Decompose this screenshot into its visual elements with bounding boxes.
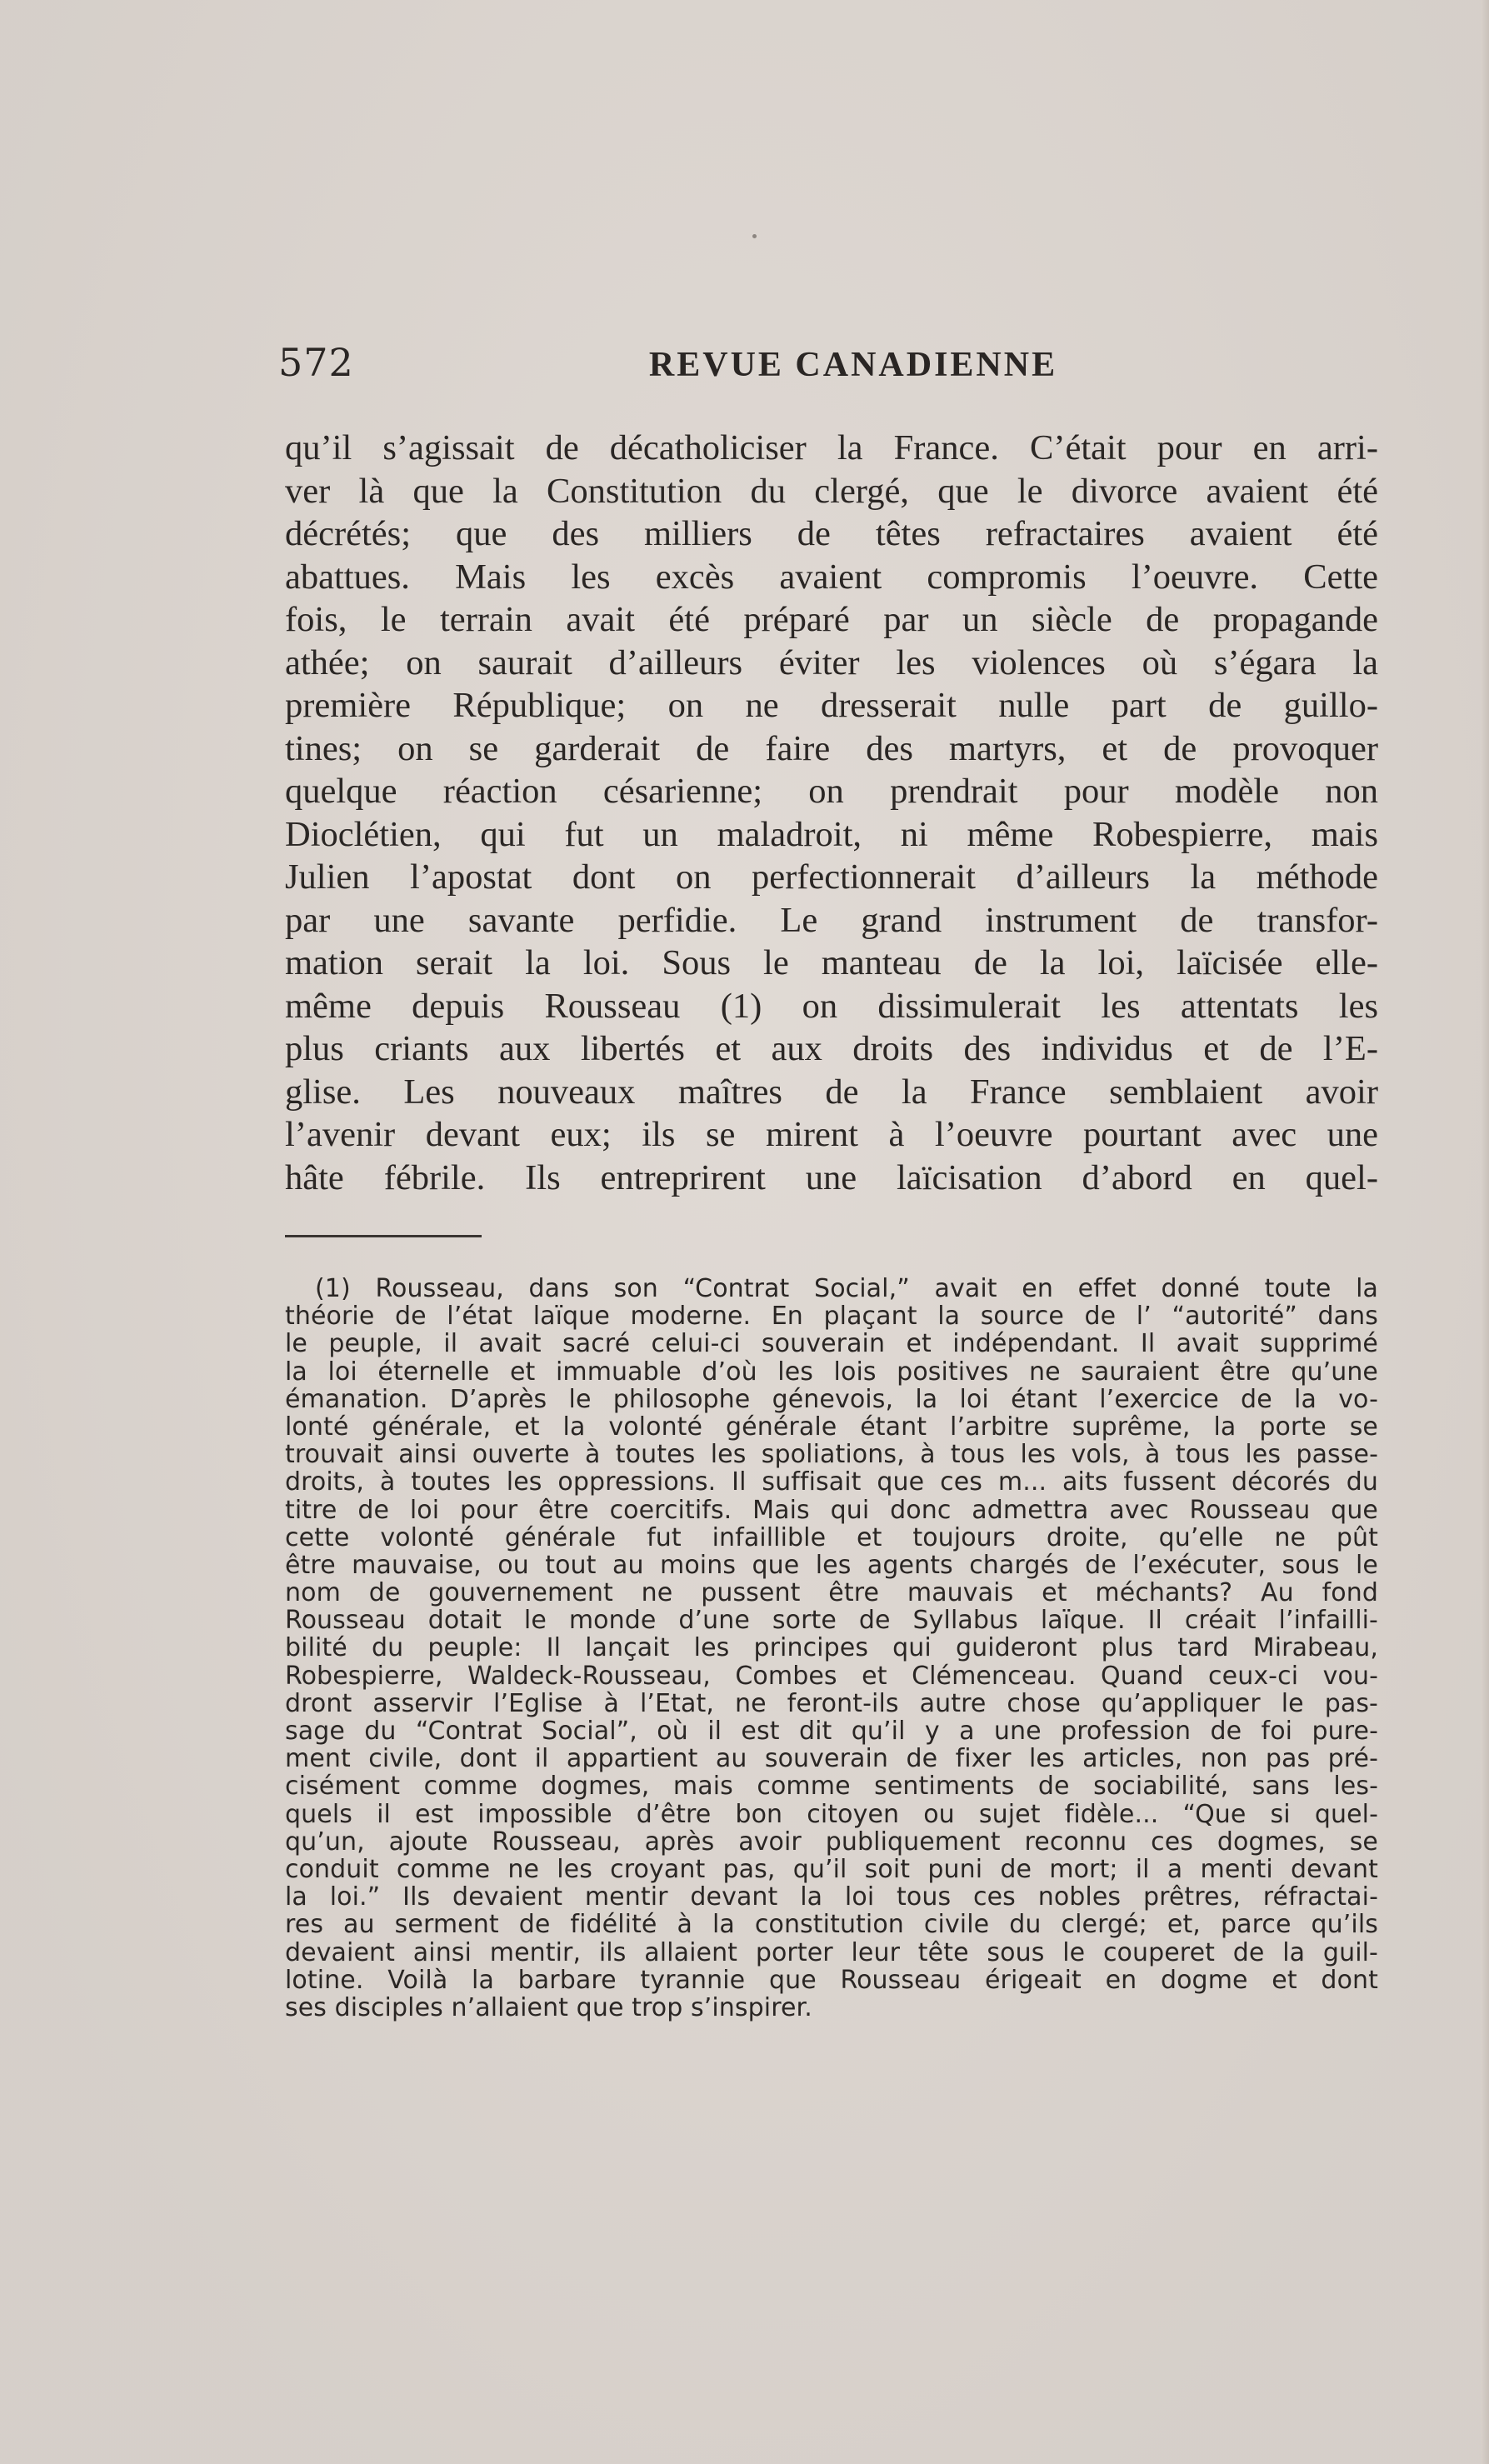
footnote-line: la loi éternelle et immuable d’où les lois positives ne sauraient être qu’une <box>285 1357 1378 1387</box>
text-line: mation serait la loi. Sous le manteau de la loi, laïcisée elle- <box>285 943 1378 982</box>
footnote-line: sage du “Contrat Social”, où il est dit qu’il y a une profession de foi pure- <box>285 1717 1378 1746</box>
text-line: l’avenir devant eux; ils se mirent à l’oeuvre pourtant avec une <box>285 1115 1378 1154</box>
text-line: qu’il s’agissait de décatholiciser la France. C’était pour en arri- <box>285 428 1378 467</box>
footnote-line: trouvait ainsi ouverte à toutes les spoliations, à tous les vols, à tous les passe- <box>285 1440 1378 1470</box>
footnote-block <box>285 1275 1378 2022</box>
footnote-line: bilité du peuple: Il lançait les principes qui guideront plus tard Mirabeau, <box>285 1633 1378 1663</box>
text-line: décrétés; que des milliers de têtes refractaires avaient été <box>285 514 1378 553</box>
footnote-line: lotine. Voilà la barbare tyrannie que Rousseau érigeait en dogme et dont <box>285 1965 1378 1995</box>
footnote-line: devaient ainsi mentir, ils allaient porter leur tête sous le couperet de la guil- <box>285 1937 1378 1967</box>
page-edge-shadow <box>1481 0 1489 2464</box>
footnote-line: dront asservir l’Eglise à l’Etat, ne feront-ils autre chose qu’appliquer le pas- <box>285 1688 1378 1718</box>
text-line: glise. Les nouveaux maîtres de la France semblaient avoir <box>285 1072 1378 1112</box>
text-line: première République; on ne dresserait nulle part de guillo- <box>285 686 1378 725</box>
footnote-line: droits, à toutes les oppressions. Il suffisait que ces m... aits fussent décorés du <box>285 1467 1378 1497</box>
footnote-line: ment civile, dont il appartient au souverain de fixer les articles, non pas pré- <box>285 1744 1378 1774</box>
text-line: Julien l’apostat dont on perfectionnerait d’ailleurs la méthode <box>285 857 1378 897</box>
text-line: athée; on saurait d’ailleurs éviter les violences où s’égara la <box>285 642 1378 682</box>
text-line: plus criants aux libertés et aux droits des individus et de l’E- <box>285 1029 1378 1068</box>
footnote-line: conduit comme ne les croyant pas, qu’il soit puni de mort; il a menti devant <box>285 1854 1378 1884</box>
text-line: ver là que la Constitution du clergé, que le divorce avaient été <box>285 471 1378 511</box>
footnote-line: cisément comme dogmes, mais comme sentiments de sociabilité, sans les- <box>285 1772 1378 1802</box>
paper-speck <box>752 234 757 238</box>
page-number: 572 <box>278 340 354 385</box>
running-title: REVUE CANADIENNE <box>648 346 1058 384</box>
text-line: par une savante perfidie. Le grand instrument de transfor- <box>285 900 1378 940</box>
footnote-line: le peuple, il avait sacré celui-ci souverain et indépendant. Il avait supprimé <box>285 1329 1378 1359</box>
footnote-line: la loi.” Ils devaient mentir devant la loi tous ces nobles prêtres, réfractai- <box>285 1882 1378 1912</box>
footnote-line: (1) Rousseau, dans son “Contrat Social,” avait en effet donné toute la <box>315 1274 1378 1303</box>
text-line: même depuis Rousseau (1) on dissimulerait les attentats les <box>285 986 1378 1026</box>
footnote-line: res au serment de fidélité à la constitution civile du clergé; et, parce qu’ils <box>285 1910 1378 1940</box>
footnote-line: nom de gouvernement ne pussent être mauvais et méchants? Au fond <box>285 1578 1378 1608</box>
footnote-line: émanation. D’après le philosophe génevois, la loi étant l’exercice de la vo- <box>285 1384 1378 1414</box>
footnote-line: Robespierre, Waldeck-Rousseau, Combes et Clémenceau. Quand ceux-ci vou- <box>285 1661 1378 1691</box>
text-line: hâte fébrile. Ils entreprirent une laïcisation d’abord en quel- <box>285 1157 1378 1197</box>
footnote-line: cette volonté générale fut infaillible et toujours droite, qu’elle ne pût <box>285 1522 1378 1552</box>
footnote-line: ses disciples n’allaient que trop s’inspirer. <box>285 1992 812 2022</box>
text-line: fois, le terrain avait été préparé par un siècle de propagande <box>285 600 1378 639</box>
footnote-line: titre de loi pour être coercitifs. Mais qui donc admettra avec Rousseau que <box>285 1495 1378 1525</box>
page-header <box>278 340 1378 398</box>
text-line: Dioclétien, qui fut un maladroit, ni même Robespierre, mais <box>285 814 1378 854</box>
footnote-separator-rule <box>285 1235 482 1237</box>
text-line: quelque réaction césarienne; on prendrait pour modèle non <box>285 772 1378 811</box>
footnote-line: Rousseau dotait le monde d’une sorte de Syllabus laïque. Il créait l’infailli- <box>285 1606 1378 1636</box>
footnote-line: qu’un, ajoute Rousseau, après avoir publiquement reconnu ces dogmes, se <box>285 1827 1378 1857</box>
footnote-line: quels il est impossible d’être bon citoyen ou sujet fidèle... “Que si quel- <box>285 1799 1378 1829</box>
main-text-block <box>285 427 1378 1199</box>
footnote-line: lonté générale, et la volonté générale étant l’arbitre suprême, la porte se <box>285 1412 1378 1442</box>
text-line: tines; on se garderait de faire des martyrs, et de provoquer <box>285 728 1378 768</box>
footnote-line: théorie de l’état laïque moderne. En plaçant la source de l’ “autorité” dans <box>285 1302 1378 1332</box>
footnote-line: être mauvaise, ou tout au moins que les agents chargés de l’exécuter, sous le <box>285 1550 1378 1580</box>
text-line: abattues. Mais les excès avaient compromis l’oeuvre. Cette <box>285 557 1378 597</box>
